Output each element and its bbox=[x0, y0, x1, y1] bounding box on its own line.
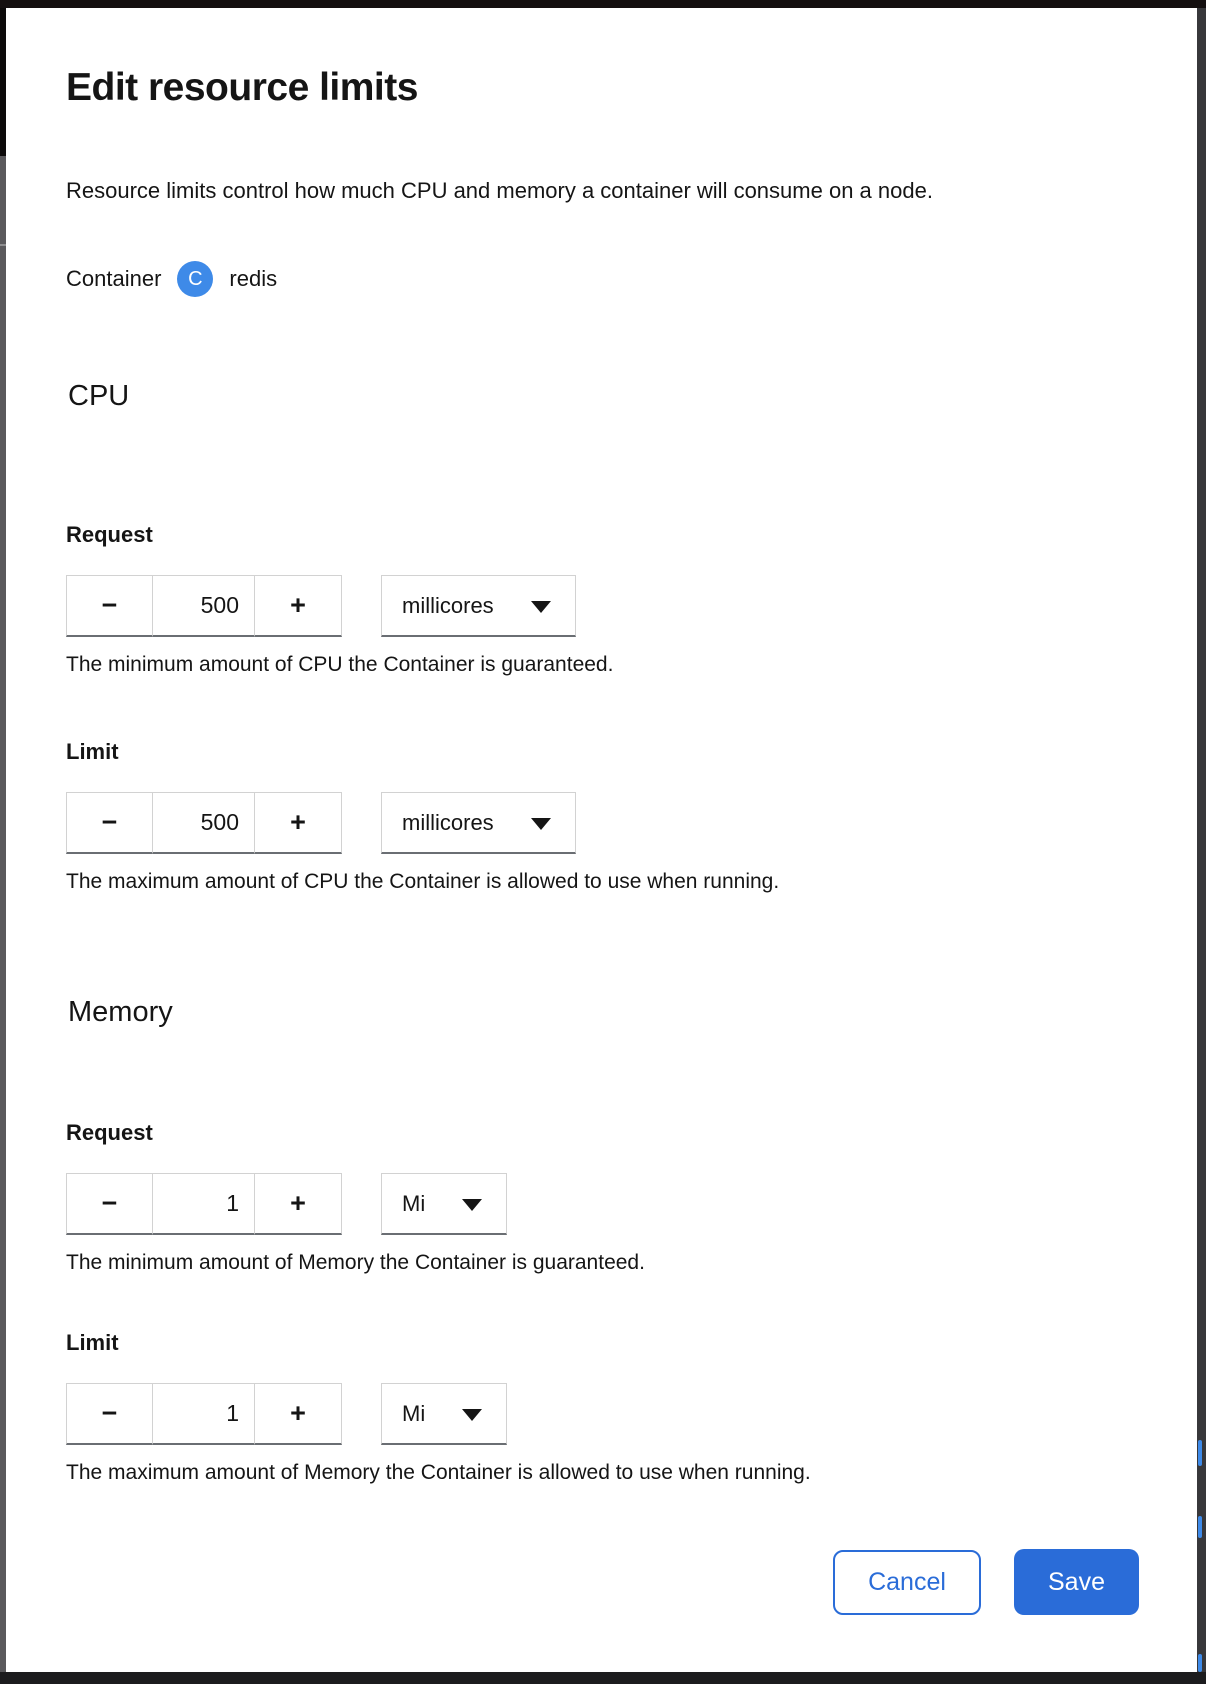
memory-request-number-input bbox=[66, 1173, 342, 1235]
chevron-down-icon bbox=[462, 1199, 482, 1211]
cpu-request-unit-value: millicores bbox=[402, 592, 494, 618]
memory-limit-unit-select[interactable] bbox=[381, 1383, 507, 1445]
cpu-limit-decrement-button[interactable] bbox=[66, 792, 153, 854]
background-top-edge bbox=[0, 0, 1206, 8]
memory-limit-row bbox=[66, 1383, 1157, 1445]
dialog-description: Resource limits control how much CPU and memory a container will consume on a node. bbox=[66, 178, 933, 203]
memory-limit-decrement-button[interactable] bbox=[66, 1383, 153, 1445]
memory-request-increment-button[interactable] bbox=[254, 1173, 342, 1235]
memory-request-unit-value: Mi bbox=[402, 1190, 426, 1216]
cpu-request-value-input[interactable] bbox=[152, 575, 255, 637]
cpu-limit-unit-select[interactable] bbox=[381, 792, 576, 854]
memory-request-label: Request bbox=[66, 1120, 153, 1145]
cpu-limit-increment-button[interactable] bbox=[254, 792, 342, 854]
background-right-edge bbox=[1197, 8, 1206, 1684]
cpu-request-helper-text: The minimum amount of CPU the Container is guaranteed. bbox=[66, 653, 614, 676]
background-link-fragment bbox=[1198, 1654, 1202, 1672]
memory-limit-helper-text: The maximum amount of Memory the Container is allowed to use when running. bbox=[66, 1461, 811, 1484]
dialog-title: Edit resource limits bbox=[66, 66, 418, 109]
container-name: redis bbox=[229, 266, 278, 291]
container-row bbox=[66, 260, 277, 298]
memory-limit-label: Limit bbox=[66, 1330, 119, 1355]
save-button[interactable]: Save bbox=[1014, 1549, 1139, 1615]
cpu-request-unit-select[interactable] bbox=[381, 575, 576, 637]
background-bottom-edge bbox=[0, 1672, 1206, 1684]
cpu-request-increment-button[interactable] bbox=[254, 575, 342, 637]
edit-resource-limits-dialog bbox=[6, 8, 1197, 1672]
cpu-limit-helper-text: The maximum amount of CPU the Container is allowed to use when running. bbox=[66, 870, 780, 893]
cpu-section-heading: CPU bbox=[68, 380, 130, 412]
plus-icon: + bbox=[290, 1188, 306, 1218]
memory-limit-field bbox=[66, 1330, 1157, 1487]
memory-limit-value-input[interactable] bbox=[152, 1383, 255, 1445]
plus-icon: + bbox=[290, 1398, 306, 1428]
memory-section-heading: Memory bbox=[68, 996, 173, 1028]
plus-icon: + bbox=[290, 807, 306, 837]
plus-icon: + bbox=[290, 590, 306, 620]
memory-request-decrement-button[interactable] bbox=[66, 1173, 153, 1235]
background-link-fragment bbox=[1198, 1440, 1202, 1466]
cpu-limit-label: Limit bbox=[66, 739, 119, 764]
chevron-down-icon bbox=[462, 1409, 482, 1421]
container-kind-badge: C bbox=[177, 261, 213, 297]
minus-icon: − bbox=[101, 807, 118, 837]
chevron-down-icon bbox=[531, 818, 551, 830]
cpu-limit-value-input[interactable] bbox=[152, 792, 255, 854]
memory-request-helper-text: The minimum amount of Memory the Container is guaranteed. bbox=[66, 1251, 645, 1274]
cpu-limit-unit-value: millicores bbox=[402, 809, 494, 835]
memory-limit-unit-value: Mi bbox=[402, 1400, 426, 1426]
cpu-request-label: Request bbox=[66, 522, 153, 547]
cpu-limit-number-input bbox=[66, 792, 342, 854]
memory-limit-number-input bbox=[66, 1383, 342, 1445]
chevron-down-icon bbox=[531, 601, 551, 613]
minus-icon: − bbox=[101, 1398, 118, 1428]
minus-icon: − bbox=[101, 1188, 118, 1218]
cpu-request-row bbox=[66, 575, 1157, 637]
cancel-button[interactable]: Cancel bbox=[833, 1550, 981, 1615]
background-link-fragment bbox=[1198, 1516, 1202, 1538]
memory-request-field bbox=[66, 1120, 1157, 1277]
cpu-request-decrement-button[interactable] bbox=[66, 575, 153, 637]
cpu-limit-row bbox=[66, 792, 1157, 854]
container-label: Container bbox=[66, 266, 162, 291]
cpu-request-field bbox=[66, 522, 1157, 679]
memory-limit-increment-button[interactable] bbox=[254, 1383, 342, 1445]
cpu-request-number-input bbox=[66, 575, 342, 637]
memory-request-row bbox=[66, 1173, 1157, 1235]
memory-request-value-input[interactable] bbox=[152, 1173, 255, 1235]
cpu-limit-field bbox=[66, 739, 1157, 896]
memory-request-unit-select[interactable] bbox=[381, 1173, 507, 1235]
minus-icon: − bbox=[101, 590, 118, 620]
